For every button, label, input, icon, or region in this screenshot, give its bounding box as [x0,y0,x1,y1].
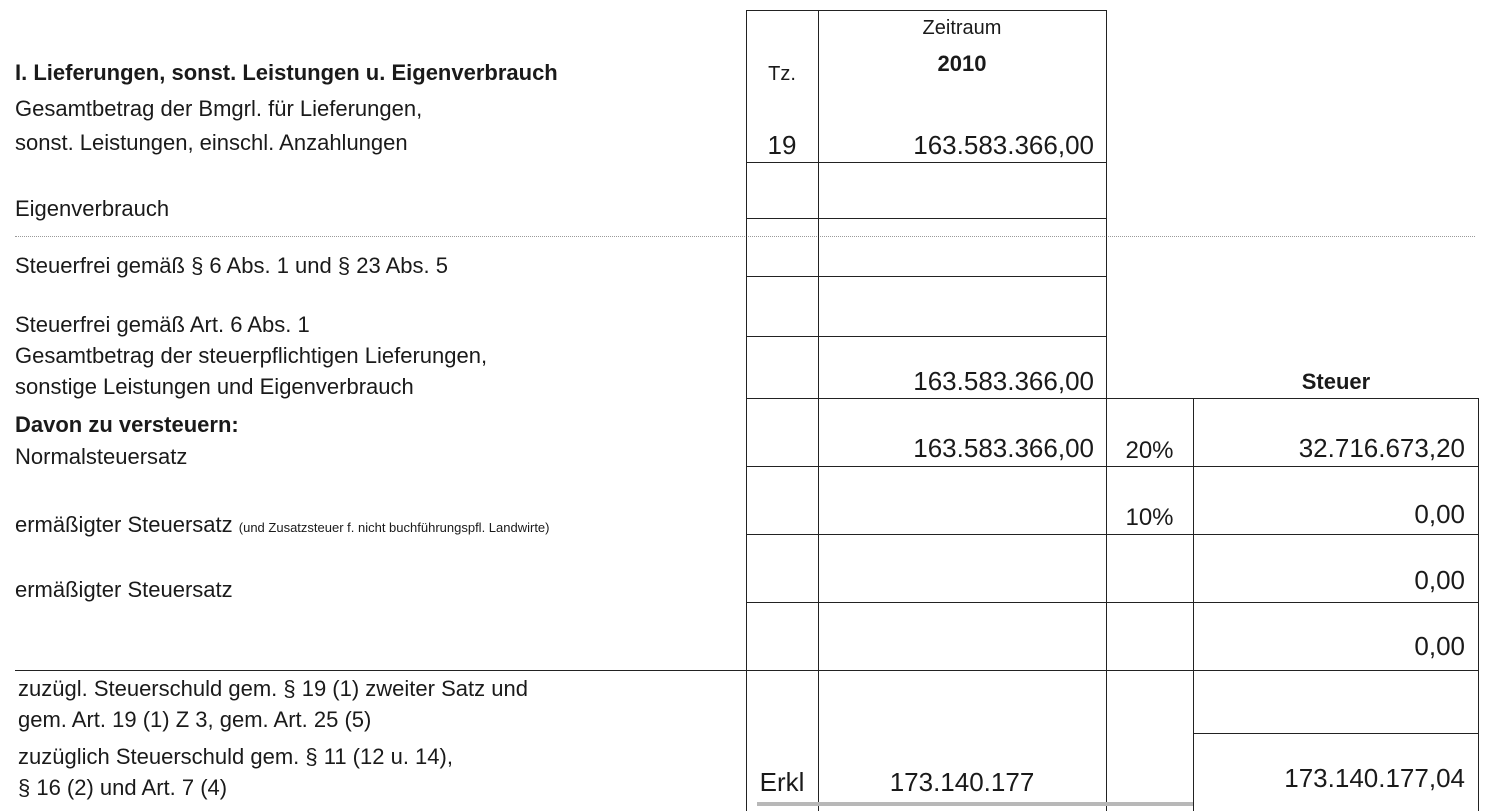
amount-steuerpflichtig: 163.583.366,00 [913,366,1094,396]
label-steuerpflichtig-2: sonstige Leistungen und Eigenverbrauch [15,374,414,399]
label-ermaessigter-steuersatz-2: ermäßigter Steuersatz [15,577,233,602]
grid-line-v-tax-right [1478,398,1479,811]
grid-line-h-1 [746,162,1107,163]
tax-normal: 32.716.673,20 [1298,433,1465,463]
rate-normal: 20% [1125,437,1174,464]
grid-line-h-4 [746,336,1107,337]
tax-total: 173.140.177,04 [1284,763,1465,793]
label-zuzueglich-2: § 16 (2) und Art. 7 (4) [18,775,228,800]
bottom-shade-bar [757,802,1193,806]
grid-line-h-10 [1193,733,1479,734]
tax-blank-row: 0,00 [1414,631,1465,661]
label-zuzuegl-1: zuzügl. Steuerschuld gem. § 19 (1) zweiter Satz und [18,676,528,701]
label-steuerfrei-6: Steuerfrei gemäß § 6 Abs. 1 und § 23 Abs. 5 [15,253,448,278]
dotted-separator [15,236,1475,237]
grid-line-h-8 [746,602,1479,603]
grid-line-h-5 [746,398,1479,399]
ermaessigt-1-text: ermäßigter Steuersatz [15,512,233,537]
amount-total: 173.140.177 [889,767,1035,797]
label-normalsteuersatz: Normalsteuersatz [15,444,188,469]
tz-erkl: Erkl [759,767,805,797]
tz-19: 19 [767,130,797,160]
rate-ermaessigt: 10% [1125,504,1174,531]
grid-line-v-amount-right [1106,10,1107,811]
header-tz: Tz. [768,63,796,85]
grid-line-h-9 [15,670,1479,671]
section-title: I. Lieferungen, sonst. Leistungen u. Eigenverbrauch [15,60,558,85]
header-steuer: Steuer [1301,369,1371,394]
label-steuerfrei-art: Steuerfrei gemäß Art. 6 Abs. 1 [15,312,310,337]
label-gesamtbetrag-2: sonst. Leistungen, einschl. Anzahlungen [15,130,408,155]
header-year: 2010 [937,51,987,76]
amount-normal: 163.583.366,00 [913,433,1094,463]
grid-line-h-7 [746,534,1479,535]
grid-line-h-top [746,10,1107,11]
grid-line-h-6 [746,466,1479,467]
label-zuzuegl-2: gem. Art. 19 (1) Z 3, gem. Art. 25 (5) [18,707,372,732]
label-zuzueglich-1: zuzüglich Steuerschuld gem. § 11 (12 u. 14), [18,744,453,769]
header-zeitraum: Zeitraum [922,17,1002,39]
ermaessigt-1-note: (und Zusatzsteuer f. nicht buchführungspfl. Landwirte) [238,520,550,535]
label-ermaessigter-steuersatz-1 [15,512,550,541]
grid-line-h-2 [746,218,1107,219]
tax-ermaessigt-1: 0,00 [1414,499,1465,529]
label-steuerpflichtig-1: Gesamtbetrag der steuerpflichtigen Lieferungen, [15,343,488,368]
grid-line-h-3 [746,276,1107,277]
label-gesamtbetrag-1: Gesamtbetrag der Bmgrl. für Lieferungen, [15,96,423,121]
label-davon-zu-versteuern: Davon zu versteuern: [15,412,239,437]
tax-ermaessigt-2: 0,00 [1414,565,1465,595]
amount-gesamtbetrag: 163.583.366,00 [913,130,1094,160]
label-eigenverbrauch: Eigenverbrauch [15,196,170,221]
